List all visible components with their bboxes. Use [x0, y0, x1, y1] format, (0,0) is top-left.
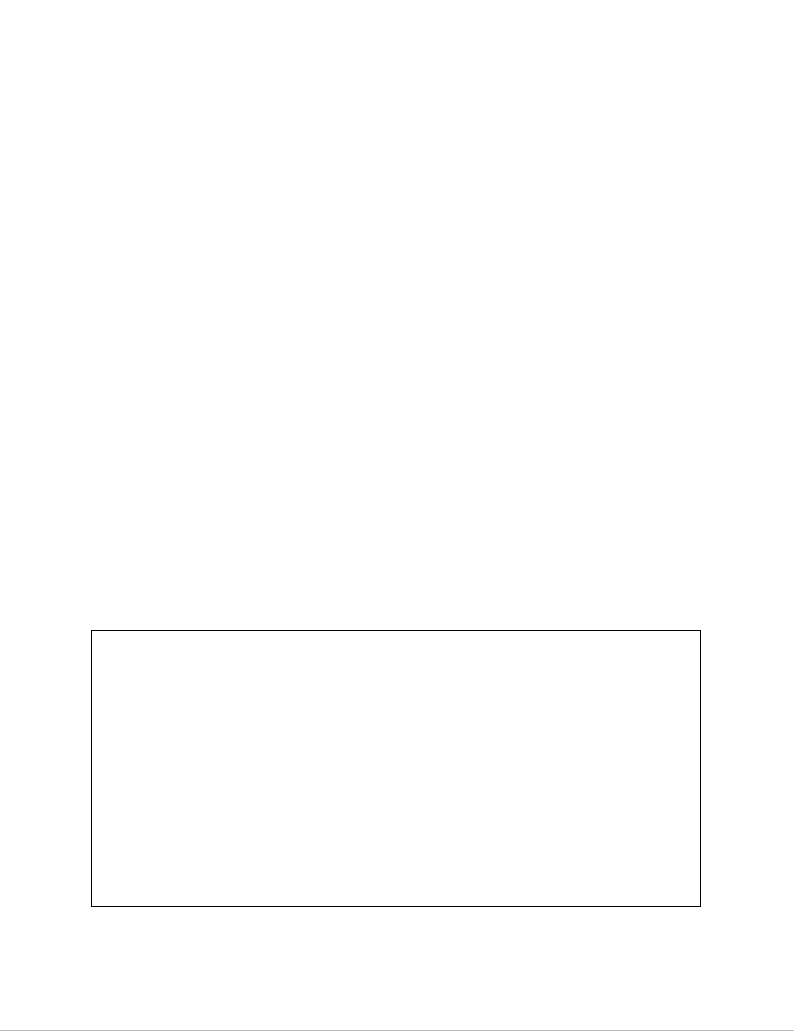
notes-box[interactable]: [91, 630, 701, 907]
page-edge-divider: [0, 1030, 794, 1031]
